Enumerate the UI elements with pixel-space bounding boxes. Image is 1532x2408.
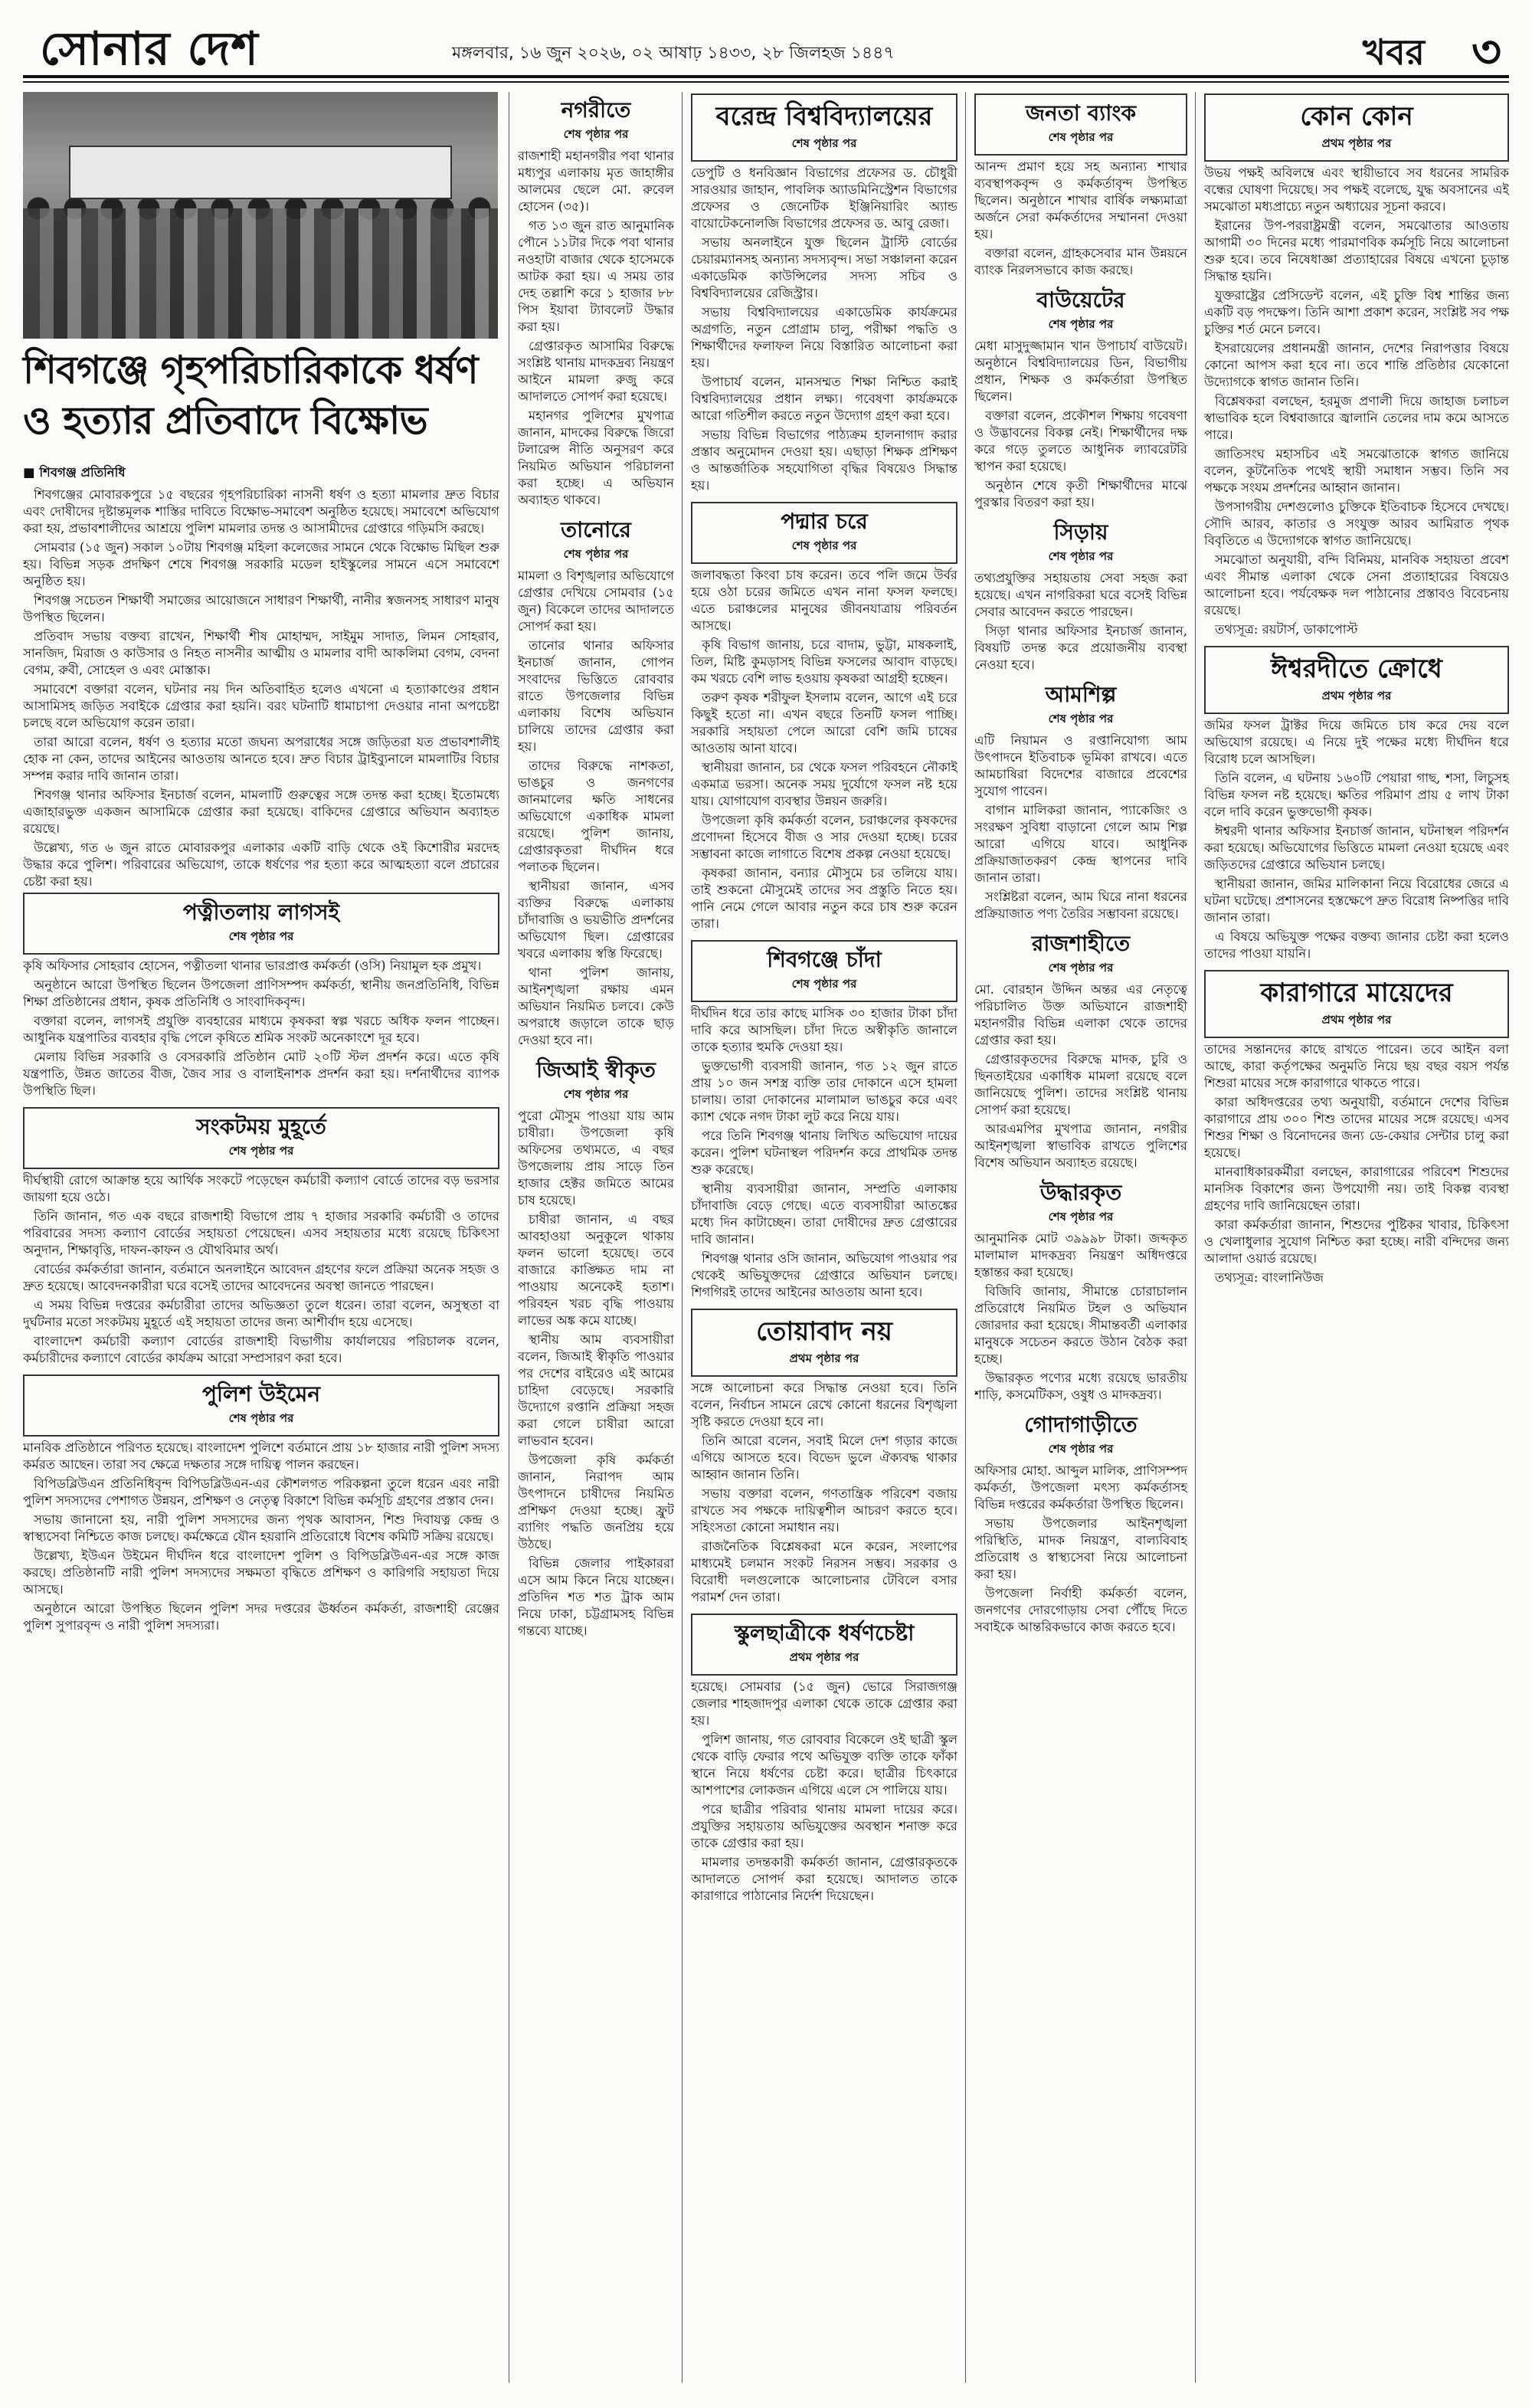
story-paragraph: এ সময় বিভিন্ন দপ্তরের কর্মচারীরা তাদের অভিজ্ঞতা তুলে ধরেন। তারা বলেন, অসুস্থতা বা দুর্ঘটনার মতো সংকটময় মুহূর্তে এই সহায়তা তাদের জন্য আশীর্বাদ হয়ে এসেছে। [23, 1298, 499, 1329]
column-rule [682, 92, 683, 2383]
story [518, 516, 674, 1049]
story-header [518, 97, 674, 145]
story-paragraph: বাংলাদেশ কর্মচারী কল্যাণ বোর্ডের রাজশাহী বিভাগীয় কার্যালয়ের পরিচালক বলেন, কর্মচারীদের কল্যাণে বোর্ডের কার্যক্রম আরো সম্প্রসারণ করা হবে। [23, 1334, 499, 1365]
story-header [1204, 93, 1509, 162]
story [691, 93, 958, 494]
column-5 [1204, 93, 1509, 2383]
story-paragraph: সভায় বিশ্ববিদ্যালয়ের একাডেমিক কার্যক্রমের অগ্রগতি, নতুন প্রোগ্রাম চালু, পরীক্ষা পদ্ধতি ও শিক্ষার্থীদের ফলাফল নিয়ে বিস্তারিত আলোচনা করা হয়। [691, 305, 958, 370]
story-paragraph: গত ১৩ জুন রাত আনুমানিক পৌনে ১১টার দিকে পবা থানার নওহাটা বাজার থেকে হাসেমকে আটক করা হয়। এ সময় তার দেহ তল্লাশি করে ১ হাজার ৮৮ পিস ইয়াবা ট্যাবলেট উদ্ধার করা হয়। [518, 218, 674, 334]
story-paragraph: যুক্তরাষ্ট্রের প্রেসিডেন্ট বলেন, এই চুক্তি বিশ্ব শান্তির জন্য একটি বড় পদক্ষেপ। তিনি আশা প্রকাশ করেন, সংশ্লিষ্ট সব পক্ষ চুক্তির শর্ত মেনে চলবে। [1204, 288, 1509, 336]
story-headline: উদ্ধারকৃত [1039, 1180, 1122, 1205]
story-continuation: শেষ পৃষ্ঠার পর [1048, 1442, 1114, 1456]
story-continuation: শেষ পৃষ্ঠার পর [1048, 712, 1114, 726]
story-paragraph: ইরানের উপ-পররাষ্ট্রমন্ত্রী বলেন, সমঝোতার আওতায় আগামী ৩০ দিনের মধ্যে পারমাণবিক কর্মসূচি নিয়ে আলোচনা শুরু হবে। তবে নিষেধাজ্ঞা প্রত্যাহারের বিষয়ে এখনো চূড়ান্ত সিদ্ধান্ত হয়নি। [1204, 218, 1509, 283]
story-header [1204, 970, 1509, 1038]
story-continuation: শেষ পৃষ্ঠার পর [1048, 961, 1114, 975]
story-paragraph: পুরো মৌসুম পাওয়া যায় আম চাষীরা। উপজেলা কৃষি অফিসের তথ্যমতে, এ বছর উপজেলায় প্রায় সাড়ে তিন হাজার হেক্টর জমিতে আমের চাষ হয়েছে। [518, 1109, 674, 1207]
story-continuation: শেষ পৃষ্ঠার পর [791, 136, 857, 150]
story-paragraph: আরএমপির মুখপাত্র জানান, নগরীর আইনশৃঙ্খলা স্বাভাবিক রাখতে পুলিশের বিশেষ অভিযান অব্যাহত রয়েছে। [974, 1122, 1187, 1170]
story-headline: জিআই স্বীকৃত [536, 1057, 656, 1083]
story-continuation: শেষ পৃষ্ঠার পর [1048, 549, 1114, 563]
story-paragraph: মামলা ও বিশৃঙ্খলার অভিযোগে গ্রেপ্তার দেখিয়ে সোমবার (১৫ জুন) বিকেলে তাদের আদালতে সোপর্দ করা হয়। [518, 568, 674, 634]
story-headline: সংকটময় মুহূর্তে [196, 1114, 326, 1139]
story-headline: গোদাগাড়ীতে [1024, 1412, 1138, 1437]
story-paragraph: পরে তিনি শিবগঞ্জ থানায় লিখিত অভিযোগ দায়ের করেন। পুলিশ ঘটনাস্থল পরিদর্শন করে প্রাথমিক তদন্ত শুরু করেছে। [691, 1129, 958, 1177]
story-headline: পত্নীতলায় লাগসই [182, 899, 340, 925]
story-paragraph: সমঝোতা অনুযায়ী, বন্দি বিনিময়, মানবিক সহায়তা প্রবেশ এবং সীমান্ত এলাকা থেকে সেনা প্রত্যাহারের বিষয়েও আলোচনা হবে। পর্যবেক্ষক দল পাঠানোর প্রস্তাবও বিবেচনায় রয়েছে। [1204, 552, 1509, 618]
story-paragraph: সঙ্গে আলোচনা করে সিদ্ধান্ত নেওয়া হবে। তিনি বলেন, নির্বাচন সামনে রেখে কোনো ধরনের বিশৃঙ্খলা সৃষ্টি করতে দেওয়া হবে না। [691, 1381, 958, 1429]
story [974, 93, 1187, 279]
lead-paragraph: শিবগঞ্জ থানার অফিসার ইনচার্জ বলেন, মামলাটি গুরুত্বের সঙ্গে তদন্ত করা হচ্ছে। ইতোমধ্যে এজাহারভুক্ত একজন আসামিকে গ্রেপ্তার করা হয়েছে। বাকিদের গ্রেপ্তারে অভিযান অব্যাহত রয়েছে। [23, 788, 499, 836]
story-headline: শিবগঞ্জে চাঁদা [767, 947, 882, 972]
story-headline: জনতা ব্যাংক [1025, 100, 1137, 126]
story-paragraph: কারা কর্মকর্তারা জানান, শিশুদের পুষ্টিকর খাবার, চিকিৎসা ও খেলাধুলার সুযোগ নিশ্চিত করা হচ্ছে। নারী বন্দিদের জন্য আলাদা ওয়ার্ড রয়েছে। [1204, 1217, 1509, 1266]
story-paragraph: ইসরায়েলের প্রধানমন্ত্রী জানান, দেশের নিরাপত্তার বিষয়ে কোনো আপস করা হবে না। তবে শান্তি প্রতিষ্ঠার যেকোনো উদ্যোগকে স্বাগত জানান তিনি। [1204, 341, 1509, 389]
story-paragraph: এটি নিয়ামন ও রপ্তানিযোগ্য আম উৎপাদনে ইতিবাচক ভূমিকা রাখবে। এতে আমচাষিরা বিদেশের বাজারে প্রবেশের সুযোগ পাবেন। [974, 733, 1187, 798]
story-headline: বরেন্দ্র বিশ্ববিদ্যালয়ের [715, 101, 933, 132]
story-paragraph: মেধা মাসুদুজ্জামান খান উপাচার্য বাউয়েট। অনুষ্ঠানে বিশ্ববিদ্যালয়ের ডিন, বিভাগীয় প্রধান, শিক্ষক ও কর্মকর্তারা উপস্থিত ছিলেন। [974, 339, 1187, 404]
story-continuation: প্রথম পৃষ্ঠার পর [1321, 136, 1392, 150]
story-paragraph: কৃষকরা জানান, বন্যার মৌসুমে চর তলিয়ে যায়। তাই শুকনো মৌসুমেই তাদের সব প্রস্তুতি নিতে হয়। পানি নেমে গেলে আবার নতুন করে চাষ শুরু করেন তারা। [691, 866, 958, 931]
column-3 [691, 93, 958, 2383]
story-header [974, 287, 1187, 335]
story-paragraph: সভায় বক্তারা বলেন, গণতান্ত্রিক পরিবেশ বজায় রাখতে সব পক্ষকে দায়িত্বশীল আচরণ করতে হবে। সহিংসতা কোনো সমাধান নয়। [691, 1486, 958, 1535]
story-headline: পদ্মার চরে [781, 509, 868, 534]
story-header [691, 940, 958, 1002]
story-paragraph: অনুষ্ঠান শেষে কৃতী শিক্ষার্থীদের মাঝে পুরস্কার বিতরণ করা হয়। [974, 478, 1187, 509]
story-header [23, 1374, 499, 1437]
lead-paragraph: সমাবেশে বক্তারা বলেন, ঘটনার নয় দিন অতিবাহিত হলেও এখনো এ হত্যাকাণ্ডের প্রধান আসামিসহ জড়িত সবাইকে গ্রেপ্তার করা হয়নি। বরং ঘটনাটি ধামাচাপা দেওয়ার নানা অপচেষ্টা চলছে বলে অভিযোগ করেন তারা। [23, 682, 499, 730]
story-paragraph: তিনি আরো বলেন, সবাই মিলে দেশ গড়ার কাজে এগিয়ে আসতে হবে। বিভেদ ভুলে ঐক্যবদ্ধ থাকার আহ্বান জানান তিনি। [691, 1433, 958, 1482]
story-paragraph: তরুণ কৃষক শরীফুল ইসলাম বলেন, আগে এই চরে কিছুই হতো না। এখন বছরে তিনটি ফসল পাচ্ছি। সরকারি সহায়তা পেলে আরো বেশি জমি চাষের আওতায় আনা যাবে। [691, 690, 958, 755]
story-paragraph: এ বিষয়ে অভিযুক্ত পক্ষের বক্তব্য জানার চেষ্টা করা হলেও তাদের পাওয়া যায়নি। [1204, 929, 1509, 961]
story [974, 1179, 1187, 1404]
story [1204, 646, 1509, 962]
story [518, 97, 674, 509]
story-paragraph: মহানগর পুলিশের মুখপাত্র জানান, মাদকের বিরুদ্ধে জিরো টলারেন্স নীতি অনুসরণ করে নিয়মিত অভিযান পরিচালনা করা হচ্ছে। এ অভিযান অব্যাহত থাকবে। [518, 408, 674, 507]
issue-date: মঙ্গলবার, ১৬ জুন ২০২৬, ০২ আষাঢ় ১৪৩৩, ২৮ জিলহজ ১৪৪৭ [452, 44, 895, 63]
story-paragraph: জলাবদ্ধতা কিংবা চাষ করেন। তবে পলি জমে উর্বর হয়ে ওঠা চরের জমিতে এখন নানা ফসল ফলছে। এতে চরাঞ্চলের মানুষের জীবনযাত্রায় পরিবর্তন আসছে। [691, 568, 958, 633]
story-header [691, 93, 958, 162]
story-paragraph: সংশ্লিষ্টরা বলেন, আম ঘিরে নানা ধরনের প্রক্রিয়াজাত পণ্য তৈরির সম্ভাবনা রয়েছে। [974, 889, 1187, 921]
story-paragraph: কারা অধিদপ্তরের তথ্য অনুযায়ী, বর্তমানে দেশের বিভিন্ন কারাগারে প্রায় ৩০০ শিশু তাদের মায়ের সঙ্গে রয়েছে। এসব শিশুর শিক্ষা ও বিনোদনের জন্য ডে-কেয়ার সেন্টার চালু করা হয়েছে। [1204, 1095, 1509, 1160]
story-paragraph: উদ্ধারকৃত পণ্যের মধ্যে রয়েছে ভারতীয় শাড়ি, কসমেটিকস, ওষুধ ও মাদকদ্রব্য। [974, 1371, 1187, 1402]
story-paragraph: উপসাগরীয় দেশগুলোও চুক্তিকে ইতিবাচক হিসেবে দেখছে। সৌদি আরব, কাতার ও সংযুক্ত আরব আমিরাত পৃথক বিবৃতিতে এ উদ্যোগকে স্বাগত জানিয়েছে। [1204, 500, 1509, 548]
story-paragraph: গ্রেপ্তারকৃতদের বিরুদ্ধে মাদক, চুরি ও ছিনতাইয়ের একাধিক মামলা রয়েছে বলে জানিয়েছে পুলিশ। তাদের সংশ্লিষ্ট থানায় সোপর্দ করা হয়েছে। [974, 1052, 1187, 1117]
masthead [23, 9, 1509, 78]
story-continuation: শেষ পৃষ্ঠার পর [228, 929, 294, 943]
story-header [974, 930, 1187, 978]
story-paragraph: মানবিক প্রতিষ্ঠানে পরিণত হয়েছে। বাংলাদেশ পুলিশে বর্তমানে প্রায় ১৮ হাজার নারী পুলিশ সদস্য কর্মরত আছেন। তারা সব ক্ষেত্রে দক্ষতার সঙ্গে দায়িত্ব পালন করছেন। [23, 1440, 499, 1472]
column-2 [518, 93, 674, 2383]
story-paragraph: জাতিসংঘ মহাসচিব এই সমঝোতাকে স্বাগত জানিয়ে বলেন, কূটনৈতিক পথেই স্থায়ী সমাধান সম্ভব। তিনি সব পক্ষকে সংযম প্রদর্শনের আহ্বান জানান। [1204, 447, 1509, 495]
protest-banner [69, 146, 452, 199]
story-paragraph: বিজিবি জানায়, সীমান্তে চোরাচালান প্রতিরোধে নিয়মিত টহল ও অভিযান জোরদার করা হয়েছে। সীমান্তবর্তী এলাকার মানুষকে সচেতন করতে উঠান বৈঠক করা হচ্ছে। [974, 1284, 1187, 1366]
story-paragraph: বোর্ডের কর্মকর্তারা জানান, বর্তমানে অনলাইনে আবেদন গ্রহণের ফলে প্রক্রিয়া অনেক সহজ ও দ্রুত হয়েছে। আবেদনকারীরা ঘরে বসেই তাদের আবেদনের অবস্থা জানতে পারছেন। [23, 1262, 499, 1293]
story-paragraph: শিবগঞ্জ থানার ওসি জানান, অভিযোগ পাওয়ার পর থেকেই অভিযুক্তদের গ্রেপ্তারে অভিযান চলছে। শিগগিরই তাদের আইনের আওতায় আনা হবে। [691, 1251, 958, 1299]
story-continuation: শেষ পৃষ্ঠার পর [563, 1087, 629, 1101]
story-continuation: প্রথম পৃষ্ঠার পর [1321, 1013, 1392, 1027]
story-header [974, 681, 1187, 729]
story-paragraph: মামলার তদন্তকারী কর্মকর্তা জানান, গ্রেপ্তারকৃতকে আদালতে সোপর্দ করা হয়েছে। আদালত তাকে কারাগারে পাঠানোর নির্দেশ দিয়েছেন। [691, 1855, 958, 1903]
masthead-rule [23, 81, 1509, 83]
story-header [974, 519, 1187, 567]
story-paragraph: বক্তারা বলেন, লাগসই প্রযুক্তি ব্যবহারের মাধ্যমে কৃষকরা স্বল্প খরচে অধিক ফলন পাচ্ছেন। আধুনিক যন্ত্রপাতির ব্যবহার বৃদ্ধি পেলে কৃষিতে শ্রমিক সংকট অনেকাংশে দূর হবে। [23, 1014, 499, 1045]
story [23, 1374, 499, 1634]
story-paragraph: দীর্ঘস্থায়ী রোগে আক্রান্ত হয়ে আর্থিক সংকটে পড়েছেন কর্মচারী কল্যাণ বোর্ডে তাদের বড় ভরসার জায়গা হয়ে ওঠে। [23, 1173, 499, 1204]
story-header [23, 893, 499, 955]
lead-body [23, 487, 499, 890]
lead-paragraph: প্রতিবাদ সভায় বক্তব্য রাখেন, শিক্ষার্থী শীষ মোহাম্মদ, সাইমুম সাদাত, লিমন সোহরাব, সানজিদ, মিরাজ ও কাউসার ও নিহত নাসনীর আত্মীয় ও মামলার বাদী আকলিমা বেগম, বেদনা বেগম, রুবী, সোহেল ও এবং মোস্তাক। [23, 629, 499, 677]
story-paragraph: সভায় উপজেলার আইনশৃঙ্খলা পরিস্থিতি, মাদক নিয়ন্ত্রণ, বাল্যবিবাহ প্রতিরোধ ও স্বাস্থ্যসেবা নিয়ে আলোচনা করা হয়। [974, 1516, 1187, 1581]
story-headline: আমশিল্প [1045, 682, 1117, 707]
protest-photo [23, 92, 498, 339]
story-headline: বাউয়েটের [1036, 287, 1125, 313]
newspaper-logo: সোনার দেশ [40, 22, 259, 76]
lead-paragraph: শিবগঞ্জ সচেতন শিক্ষার্থী সমাজের আয়োজনে সাধারণ শিক্ষার্থী, নানীর স্বজনসহ সাধারণ মানুষ উপস্থিত ছিলেন। [23, 593, 499, 624]
story-headline: সিড়ায় [1053, 519, 1108, 545]
story-paragraph: চাষীরা জানান, এ বছর আবহাওয়া অনুকূলে থাকায় ফলন ভালো হয়েছে। তবে বাজারে কাঙ্ক্ষিত দাম না পাওয়ায় অনেকেই হতাশ। পরিবহন খরচ বৃদ্ধি পাওয়ায় লাভের অঙ্ক কমে যাচ্ছে। [518, 1212, 674, 1328]
story-paragraph: কৃষি বিভাগ জানায়, চরে বাদাম, ভুট্টা, মাষকলাই, তিল, মিষ্টি কুমড়াসহ বিভিন্ন ফসলের আবাদ বাড়ছে। কম খরচে বেশি লাভ হওয়ায় কৃষকরা আগ্রহী হচ্ছেন। [691, 637, 958, 686]
lead-paragraph: তারা আরো বলেন, ধর্ষণ ও হত্যার মতো জঘন্য অপরাধের সঙ্গে জড়িতরা যত প্রভাবশালীই হোক না কেন, তাদের আইনের আওতায় আনতে হবে। দ্রুত বিচার ট্রাইব্যুনালে মামলাটির বিচার সম্পন্ন করার দাবি জানান তারা। [23, 735, 499, 783]
column-5-stories [1204, 93, 1509, 1286]
story-paragraph: উল্লেখ্য, ইউএন উইমেন দীর্ঘদিন ধরে বাংলাদেশ পুলিশ ও বিপিডব্লিউএন-এর সঙ্গে কাজ করছে। প্রতিষ্ঠানটি নারী পুলিশ সদস্যদের সক্ষমতা বৃদ্ধিতে প্রশিক্ষণ ও কারিগরি সহায়তা দিয়ে আসছে। [23, 1548, 499, 1597]
story-header [1204, 646, 1509, 714]
story-paragraph: বক্তারা বলেন, গ্রাহকসেবার মান উন্নয়নে ব্যাংক নিরলসভাবে কাজ করছে। [974, 246, 1187, 277]
story-paragraph: অনুষ্ঠানে আরো উপস্থিত ছিলেন উপজেলা প্রাণিসম্পদ কর্মকর্তা, স্থানীয় জনপ্রতিনিধি, বিভিন্ন শিক্ষা প্রতিষ্ঠানের প্রধান, কৃষক প্রতিনিধি ও সাংবাদিকবৃন্দ। [23, 978, 499, 1009]
story-paragraph: বিশ্লেষকরা বলছেন, হরমুজ প্রণালী দিয়ে জাহাজ চলাচল স্বাভাবিক হলে বিশ্ববাজারে জ্বালানি তেলের দাম কমে আসতে পারে। [1204, 394, 1509, 442]
story-paragraph: সভায় অনলাইনে যুক্ত ছিলেন ট্রাস্টি বোর্ডের চেয়ারম্যানসহ অন্যান্য সদস্যবৃন্দ। সভা সঞ্চালনা করেন একাডেমিক কাউন্সিলের সদস্য সচিব ও বিশ্ববিদ্যালয়ের রেজিস্ট্রার। [691, 235, 958, 300]
story [974, 287, 1187, 511]
lead-headline: শিবগঞ্জে গৃহপরিচারিকাকে ধর্ষণ ও হত্যার প্রতিবাদে বিক্ষোভ [23, 348, 478, 443]
story-paragraph: রাজনৈতিক বিশ্লেষকরা মনে করেন, সংলাপের মাধ্যমেই চলমান সংকট নিরসন সম্ভব। সরকার ও বিরোধী দলগুলোকে আলোচনার টেবিলে বসার পরামর্শ দেন তারা। [691, 1539, 958, 1604]
story-headline: স্কুলছাত্রীকে ধর্ষণচেষ্টা [734, 1620, 915, 1646]
story-paragraph: গ্রেপ্তারকৃত আসামির বিরুদ্ধে সংশ্লিষ্ট থানায় মাদকদ্রব্য নিয়ন্ত্রণ আইনে মামলা রুজু করে আদালতে সোপর্দ করা হয়েছে। [518, 339, 674, 404]
story [974, 1411, 1187, 1636]
story-paragraph: তথ্যপ্রযুক্তির সহায়তায় সেবা সহজ করা হয়েছে। এখন নাগরিকরা ঘরে বসেই বিভিন্ন সেবার আবেদন করতে পারছেন। [974, 571, 1187, 619]
story-header [691, 1309, 958, 1377]
story-continuation: শেষ পৃষ্ঠার পর [791, 539, 857, 552]
story-paragraph: হয়েছে। সোমবার (১৫ জুন) ভোরে সিরাজগঞ্জ জেলার শাহজাদপুর এলাকা থেকে তাকে গ্রেপ্তার করা হয়। [691, 1679, 958, 1728]
story-header [691, 502, 958, 564]
story-paragraph: তানোর থানার অফিসার ইনচার্জ জানান, গোপন সংবাদের ভিত্তিতে রোববার রাতে উপজেলার বিভিন্ন এলাকায় বিশেষ অভিযান চালিয়ে তাদের গ্রেপ্তার করা হয়। [518, 638, 674, 754]
page-number: ৩ [1471, 25, 1501, 79]
story-paragraph: আনন্দ প্রমাণ হয়ে সহ অন্যান্য শাখার ব্যবস্থাপকবৃন্দ ও কর্মকর্তাবৃন্দ উপস্থিত ছিলেন। অনুষ্ঠানে শাখার বার্ষিক লক্ষ্যমাত্রা অর্জনে সেরা কর্মকর্তাদের সম্মাননা দেওয়া হয়। [974, 159, 1187, 241]
column-1 [23, 460, 499, 2383]
lead-paragraph: উল্লেখ্য, গত ৬ জুন রাতে মোবারকপুর এলাকার একটি বাড়ি থেকে ওই কিশোরীর মরদেহ উদ্ধার করে পুলিশ। পরিবারের অভিযোগ, তাকে ধর্ষণের পর হত্যা করে আত্মহত্যা বলে প্রচারের চেষ্টা করা হয়। [23, 840, 499, 889]
story-headline: তানোরে [561, 517, 631, 542]
story-paragraph: বিপিডব্লিউএন প্রতিনিধিবৃন্দ বিপিডব্লিউএন-এর কৌশলগত পরিকল্পনা তুলে ধরেন এবং নারী পুলিশ সদস্যদের পেশাগত উন্নয়ন, প্রশিক্ষণ ও নেতৃত্ব বিকাশে বিভিন্ন কর্মসূচি গ্রহণের প্রস্তাব দেন। [23, 1476, 499, 1508]
story [518, 1057, 674, 1640]
story-headline: কারাগারে মায়েদের [1260, 978, 1453, 1008]
column-1-stories [23, 893, 499, 1634]
column-rule [965, 92, 966, 2383]
column-rule [1195, 92, 1196, 2383]
story-paragraph: স্থানীয়রা জানান, এসব ব্যক্তির বিরুদ্ধে এলাকায় চাঁদাবাজি ও ভয়ভীতি প্রদর্শনের অভিযোগ ছিল। গ্রেপ্তারের খবরে এলাকায় স্বস্তি ফিরেছে। [518, 879, 674, 961]
story [23, 893, 499, 1099]
story-paragraph: ডেপুটি ও ধনবিজ্ঞান বিভাগের প্রফেসর ড. চৌধুরী সারওয়ার জাহান, পাবলিক অ্যাডমিনিস্ট্রেশন বিভাগের প্রফেসর ও জেনেটিক ইঞ্জিনিয়ারিং অ্যান্ড বায়োটেকনোলজি বিভাগের প্রফেসর ড. আবু রেজা। [691, 165, 958, 231]
story [974, 681, 1187, 922]
story-continuation: প্রথম পৃষ্ঠার পর [789, 1650, 859, 1664]
story [691, 940, 958, 1301]
column-4-stories [974, 93, 1187, 1636]
story-header [691, 1614, 958, 1676]
story [974, 930, 1187, 1171]
story [974, 519, 1187, 673]
story [1204, 970, 1509, 1286]
story-paragraph: ভুক্তভোগী ব্যবসায়ী জানান, গত ১২ জুন রাতে প্রায় ১০ জন সশস্ত্র ব্যক্তি তার দোকানে এসে হামলা চালায়। তারা দোকানের মালামাল ভাঙচুর করে এবং ক্যাশ থেকে নগদ টাকা লুট করে নিয়ে যায়। [691, 1059, 958, 1124]
story-paragraph: অফিসার মোহা. আব্দুল মালিক, প্রাণিসম্পদ কর্মকর্তা, উপজেলা মৎস্য কর্মকর্তাসহ বিভিন্ন দপ্তরের কর্মকর্তারা উপস্থিত ছিলেন। [974, 1463, 1187, 1512]
story-header [518, 516, 674, 565]
column-4 [974, 93, 1187, 2383]
story-paragraph: মো. বোরহান উদ্দিন অন্তর এর নেতৃত্বে পরিচালিত উক্ত অভিযানে রাজশাহী মহানগরীর বিভিন্ন এলাকা থেকে তাদের গ্রেপ্তার করা হয়। [974, 982, 1187, 1047]
story-headline: নগরীতে [561, 97, 631, 123]
story-paragraph: ঈশ্বরদী থানার অফিসার ইনচার্জ জানান, ঘটনাস্থল পরিদর্শন করা হয়েছে। অভিযোগের ভিত্তিতে মামলা নেওয়া হয়েছে এবং জড়িতদের গ্রেপ্তারে অভিযান চলছে। [1204, 824, 1509, 872]
column-2-stories [518, 97, 674, 1640]
story-header [23, 1107, 499, 1169]
story-paragraph: উভয় পক্ষই অবিলম্বে এবং স্থায়ীভাবে সব ধরনের সামরিক বন্ধের ঘোষণা দিয়েছে। সব পক্ষই বলেছে, যুদ্ধ অবসানের এই সমঝোতা মধ্যপ্রাচ্যে নতুন অধ্যায়ের সূচনা করবে। [1204, 165, 1509, 214]
story-continuation: শেষ পৃষ্ঠার পর [1048, 130, 1114, 144]
story-header [974, 1179, 1187, 1227]
story-header [974, 1411, 1187, 1460]
story-paragraph: তথ্যসূত্র: বাংলানিউজ [1215, 1270, 1324, 1285]
story-paragraph: কৃষি অফিসার সোহরাব হোসেন, পত্নীতলা থানার ভারপ্রাপ্ত কর্মকর্তা (ওসি) নিয়ামুল হক প্রমুখ। [23, 958, 482, 973]
story-paragraph: অনুষ্ঠানে আরো উপস্থিত ছিলেন পুলিশ সদর দপ্তরের ঊর্ধ্বতন কর্মকর্তা, রাজশাহী রেঞ্জের পুলিশ সুপারবৃন্দ ও নারী পুলিশ সদস্যরা। [23, 1601, 499, 1633]
story-headline: রাজশাহীতে [1031, 931, 1131, 956]
story-paragraph: স্থানীয়রা জানান, চর থেকে ফসল পরিবহনে নৌকাই একমাত্র ভরসা। অনেক সময় দুর্যোগে ফসল নষ্ট হয়ে যায়। যোগাযোগ ব্যবস্থার উন্নয়ন জরুরি। [691, 760, 958, 808]
lead-paragraph: সোমবার (১৫ জুন) সকাল ১০টায় শিবগঞ্জ মহিলা কলেজের সামনে থেকে বিক্ষোভ মিছিল শুরু হয়। বিভিন্ন সড়ক প্রদক্ষিণ শেষে শিবগঞ্জ সরকারি মডেল হাইস্কুলের সামনে এসে সমাবেশে অনুষ্ঠিত হয়। [23, 540, 499, 588]
story-paragraph: দীর্ঘদিন ধরে তার কাছে মাসিক ৩০ হাজার টাকা চাঁদা দাবি করে আসছিল। চাঁদা দিতে অস্বীকৃতি জানালে তাকে হত্যার হুমকি দেওয়া হয়। [691, 1006, 958, 1054]
story-paragraph: স্থানীয়রা জানান, জমির মালিকানা নিয়ে বিরোধের জেরে এ ঘটনা ঘটেছে। প্রশাসনের হস্তক্ষেপে দ্রুত বিরোধ নিষ্পত্তির দাবি জানান তারা। [1204, 876, 1509, 925]
story-paragraph: উপজেলা নির্বাহী কর্মকর্তা বলেন, জনগণের দোরগোড়ায় সেবা পৌঁছে দিতে সবাইকে আন্তরিকভাবে কাজ করতে হবে। [974, 1586, 1187, 1634]
story [23, 1107, 499, 1367]
story-paragraph: পরে ছাত্রীর পরিবার থানায় মামলা দায়ের করে। প্রযুক্তির সহায়তায় অভিযুক্তের অবস্থান শনাক্ত করে তাকে গ্রেপ্তার করা হয়। [691, 1802, 958, 1850]
story-paragraph: আনুমানিক মোট ৩৯৯৯৮ টাকা। জব্দকৃত মালামাল মাদকদ্রব্য নিয়ন্ত্রণ অধিদপ্তরে হস্তান্তর করা হয়েছে। [974, 1231, 1187, 1279]
story-paragraph: সভায় জানানো হয়, নারী পুলিশ সদস্যদের জন্য পৃথক আবাসন, শিশু দিবাযত্ন কেন্দ্র ও স্বাস্থ্যসেবা নিশ্চিতে কাজ চলছে। কর্মক্ষেত্রে যৌন হয়রানি প্রতিরোধে বিশেষ কমিটি সক্রিয় রয়েছে। [23, 1512, 499, 1544]
story-paragraph: তিনি বলেন, এ ঘটনায় ১৬০টি পেয়ারা গাছ, শসা, লিচুসহ বিভিন্ন ফসল নষ্ট হয়েছে। ক্ষতির পরিমাণ প্রায় ৫ লাখ টাকা বলে দাবি করেন ভুক্তভোগী কৃষক। [1204, 771, 1509, 819]
story-paragraph: মানবাধিকারকর্মীরা বলছেন, কারাগারের পরিবেশ শিশুদের মানসিক বিকাশের জন্য উপযোগী নয়। তাই বিকল্প ব্যবস্থা গ্রহণের দাবি জানিয়েছেন তারা। [1204, 1165, 1509, 1213]
story-paragraph: বিভিন্ন জেলার পাইকাররা এসে আম কিনে নিয়ে যাচ্ছেন। প্রতিদিন শত শত ট্রাক আম নিয়ে ঢাকা, চট্টগ্রামসহ বিভিন্ন গন্তব্যে যাচ্ছে। [518, 1556, 674, 1638]
story-paragraph: উপাচার্য বলেন, মানসম্মত শিক্ষা নিশ্চিত করাই বিশ্ববিদ্যালয়ের প্রধান লক্ষ্য। গবেষণা কার্যক্রমকে আরো গতিশীল করতে নতুন উদ্যোগ গ্রহণ করা হবে। [691, 375, 958, 423]
story-paragraph: তাদের বিরুদ্ধে নাশকতা, ভাঙচুর ও জনগণের জানমালের ক্ষতি সাধনের অভিযোগে একাধিক মামলা রয়েছে। পুলিশ জানায়, গ্রেপ্তারকৃতরা দীর্ঘদিন ধরে পলাতক ছিলেন। [518, 758, 674, 874]
lead-byline: ■ শিবগঞ্জ প্রতিনিধি [23, 465, 126, 480]
story-continuation: শেষ পৃষ্ঠার পর [1048, 317, 1114, 331]
story-header [974, 93, 1187, 156]
story-continuation: শেষ পৃষ্ঠার পর [563, 547, 629, 561]
story-paragraph: স্থানীয় ব্যবসায়ীরা জানান, সম্প্রতি এলাকায় চাঁদাবাজি বেড়ে গেছে। এতে ব্যবসায়ীরা আতঙ্কের মধ্যে দিন কাটাচ্ছেন। তারা দোষীদের দ্রুত গ্রেপ্তারের দাবি জানান। [691, 1181, 958, 1247]
story-continuation: শেষ পৃষ্ঠার পর [791, 977, 857, 991]
column-3-stories [691, 93, 958, 1905]
section-name: খবর [1362, 31, 1425, 73]
story-paragraph: সিড়া থানার অফিসার ইনচার্জ জানান, বিষয়টি তদন্ত করে প্রয়োজনীয় ব্যবস্থা নেওয়া হবে। [974, 624, 1187, 672]
story-paragraph: তাদের সন্তানদের কাছে রাখতে পারেন। তবে আইন বলা আছে, কারা কর্তৃপক্ষের অনুমতি নিয়ে ছয় বছর বয়স পর্যন্ত শিশুরা মায়ের সঙ্গে কারাগারে থাকতে পারে। [1204, 1042, 1509, 1090]
story-continuation: শেষ পৃষ্ঠার পর [228, 1144, 294, 1158]
story-paragraph: উপজেলা কৃষি কর্মকর্তা জানান, নিরাপদ আম উৎপাদনে চাষীদের নিয়মিত প্রশিক্ষণ দেওয়া হচ্ছে। ফ্রুট ব্যাগিং পদ্ধতি জনপ্রিয় হয়ে উঠছে। [518, 1453, 674, 1551]
story-headline: তোয়াবাদ নয় [756, 1316, 892, 1347]
story-paragraph: স্থানীয় আম ব্যবসায়ীরা বলেন, জিআই স্বীকৃতি পাওয়ার পর দেশের বাইরেও এই আমের চাহিদা বেড়েছে। সরকারি উদ্যোগে রপ্তানি প্রক্রিয়া সহজ করা গেলে চাষীরা আরো লাভবান হবেন। [518, 1332, 674, 1448]
story-paragraph: মেলায় বিভিন্ন সরকারি ও বেসরকারি প্রতিষ্ঠান মোট ২০টি স্টল প্রদর্শন করে। এতে কৃষি যন্ত্রপাতি, উন্নত জাতের বীজ, জৈব সার ও বালাইনাশক প্রদর্শন করা হয়। দর্শনার্থীদের ব্যাপক উপস্থিতি ছিল। [23, 1050, 499, 1098]
story-continuation: শেষ পৃষ্ঠার পর [563, 127, 629, 141]
story-headline: পুলিশ উইমেন [201, 1381, 321, 1407]
story-headline: কোন কোন [1300, 101, 1413, 132]
story-continuation: প্রথম পৃষ্ঠার পর [789, 1351, 859, 1365]
story-paragraph: পুলিশ জানায়, গত রোববার বিকেলে ওই ছাত্রী স্কুল থেকে বাড়ি ফেরার পথে অভিযুক্ত ব্যক্তি তাকে ফাঁকা স্থানে নিয়ে ধর্ষণের চেষ্টা করে। ছাত্রীর চিৎকারে আশপাশের লোকজন এগিয়ে এলে সে পালিয়ে যায়। [691, 1732, 958, 1797]
story-paragraph: সভায় বিভিন্ন বিভাগের পাঠ্যক্রম হালনাগাদ করার প্রস্তাব অনুমোদন দেওয়া হয়। এছাড়া শিক্ষক প্রশিক্ষণ ও আন্তর্জাতিক সহযোগিতা বৃদ্ধির বিষয়েও সিদ্ধান্ত হয়। [691, 428, 958, 493]
story-paragraph: জমির ফসল ট্রাক্টর দিয়ে জমিতে চাষ করে দেয় বলে অভিযোগ রয়েছে। এ নিয়ে দুই পক্ষের মধ্যে দীর্ঘদিন ধরে বিরোধ চলে আসছিল। [1204, 718, 1509, 766]
story-paragraph: বাগান মালিকরা জানান, প্যাকেজিং ও সংরক্ষণ সুবিধা বাড়ানো গেলে আম শিল্প আরো এগিয়ে যাবে। আধুনিক প্রক্রিয়াজাতকরণ কেন্দ্র স্থাপনের দাবি জানান তারা। [974, 803, 1187, 885]
story-continuation: প্রথম পৃষ্ঠার পর [1321, 689, 1392, 703]
lead-paragraph: শিবগঞ্জের মোবারকপুরে ১৫ বছরের গৃহপরিচারিকা নাসনী ধর্ষণ ও হত্যা মামলার দ্রুত বিচার এবং দোষীদের দৃষ্টান্তমূলক শাস্তির দাবিতে বিক্ষোভ-সমাবেশ অনুষ্ঠিত হয়েছে। সমাবেশে অভিযোগ করা হয়, প্রভাবশালীদের আশ্রয়ে পুলিশ মামলার তদন্ত ও আসামীদের গ্রেপ্তারে গড়িমসি করছে। [23, 487, 499, 536]
story-paragraph: তথ্যসূত্র: রয়টার্স, ডাকাপোস্ট [1215, 622, 1358, 637]
story-paragraph: থানা পুলিশ জানায়, আইনশৃঙ্খলা রক্ষায় এমন অভিযান নিয়মিত চলবে। কেউ অপরাধে জড়ালে তাকে ছাড় দেওয়া হবে না। [518, 965, 674, 1047]
story-paragraph: তিনি জানান, গত এক বছরে রাজশাহী বিভাগে প্রায় ৭ হাজার সরকারি কর্মচারী ও তাদের পরিবারের সদস্য কল্যাণ বোর্ডের সহায়তা পেয়েছেন। এসব সহায়তার মধ্যে রয়েছে চিকিৎসা অনুদান, শিক্ষাবৃত্তি, দাফন-কাফন ও যৌথবিমার অর্থ। [23, 1209, 499, 1257]
story-continuation: শেষ পৃষ্ঠার পর [228, 1411, 294, 1425]
story-paragraph: রাজশাহী মহানগরীর পবা থানার মধ্যপুর এলাকায় মৃত জাহাঙ্গীর আলমের ছেলে মো. রুবেল হোসেন (৩৫)। [518, 149, 674, 214]
crowd [23, 208, 498, 339]
story [691, 1309, 958, 1606]
story-paragraph: বক্তারা বলেন, প্রকৌশল শিক্ষায় গবেষণা ও উদ্ভাবনের বিকল্প নেই। শিক্ষার্থীদের দক্ষ করে গড়ে তুলতে আধুনিক ল্যাবরেটরি স্থাপন করা হয়েছে। [974, 408, 1187, 473]
story [1204, 93, 1509, 638]
story-paragraph: উপজেলা কৃষি কর্মকর্তা বলেন, চরাঞ্চলের কৃষকদের প্রণোদনা হিসেবে বীজ ও সার দেওয়া হচ্ছে। চরের সম্ভাবনা কাজে লাগাতে বিশেষ প্রকল্প নেওয়া হয়েছে। [691, 813, 958, 861]
story-headline: ঈশ্বরদীতে ক্রোধে [1271, 654, 1442, 684]
story [691, 502, 958, 932]
story-header [518, 1057, 674, 1105]
story-continuation: শেষ পৃষ্ঠার পর [1048, 1210, 1114, 1224]
story [691, 1614, 958, 1905]
